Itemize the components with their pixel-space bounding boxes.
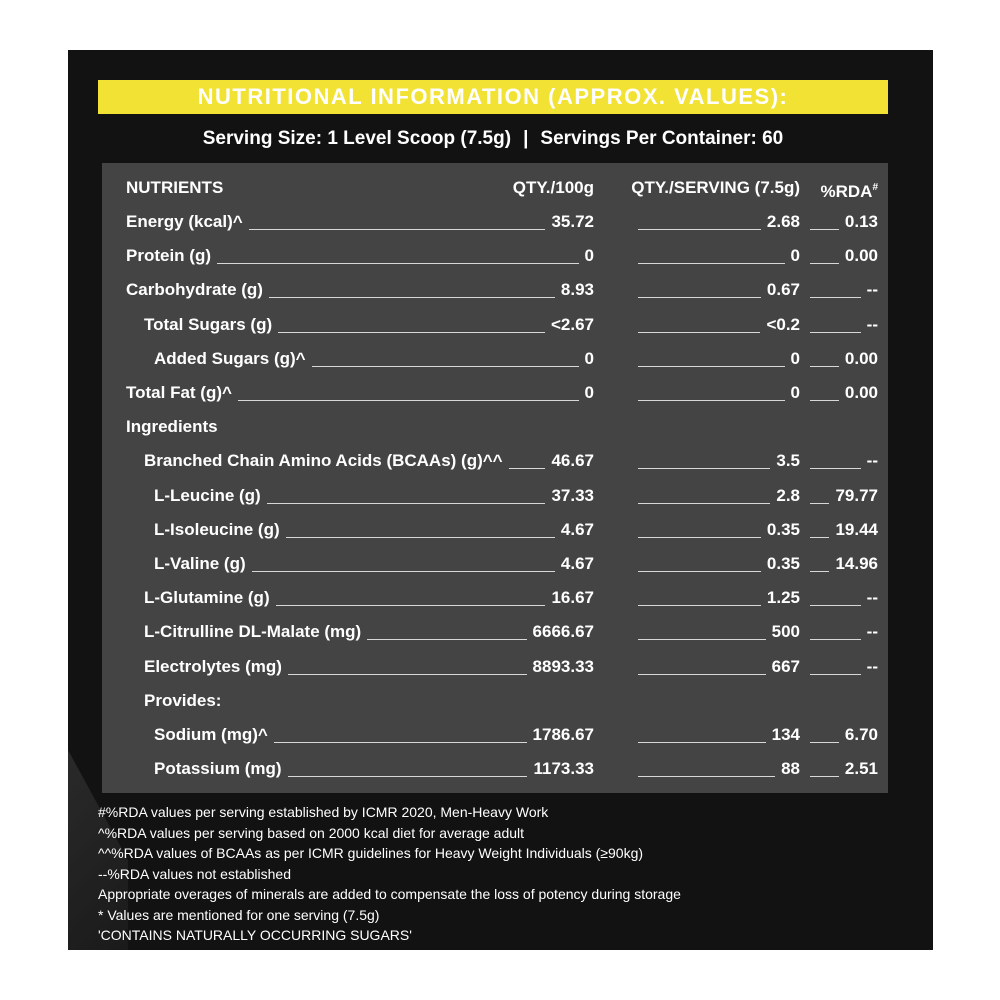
cell-qty-100g: 46.67 bbox=[551, 451, 594, 471]
cell-qty-serving: 500 bbox=[771, 622, 800, 642]
cell-qty-serving: 0.35 bbox=[766, 554, 800, 573]
table-row bbox=[102, 615, 888, 649]
cell-rda: -- bbox=[866, 314, 878, 334]
footnote: Appropriate overages of minerals are added to compensate the loss of potency during storage bbox=[98, 886, 681, 902]
footnotes bbox=[98, 802, 918, 946]
footnote: #%RDA values per serving established by ICMR 2020, Men-Heavy Work bbox=[98, 804, 549, 820]
leader-line-rda bbox=[810, 639, 861, 640]
leader-line-qty-100g bbox=[312, 366, 579, 367]
cell-qty-100g: 8893.33 bbox=[532, 656, 594, 676]
leader-line-qty-100g bbox=[238, 400, 579, 401]
table-row bbox=[102, 479, 888, 513]
leader-line-rda bbox=[810, 297, 861, 298]
cell-rda: 19.44 bbox=[835, 519, 878, 539]
cell-rda: -- bbox=[866, 656, 878, 676]
nutrient-name: L-Citrulline DL-Malate (mg) bbox=[144, 622, 362, 642]
header-qty-serving: QTY./SERVING (7.5g) bbox=[631, 178, 800, 197]
cell-rda: -- bbox=[866, 588, 878, 608]
cell-rda: 79.77 bbox=[835, 485, 878, 505]
cell-qty-100g: 0 bbox=[584, 348, 594, 368]
nutrient-name: L-Glutamine (g) bbox=[144, 588, 270, 608]
nutrient-name: Protein (g) bbox=[126, 246, 211, 266]
header-nutrients: NUTRIENTS bbox=[126, 178, 224, 197]
cell-rda: 14.96 bbox=[835, 554, 878, 573]
leader-line-rda bbox=[810, 468, 861, 469]
nutrient-name: Potassium (mg) bbox=[154, 759, 282, 779]
header-rda-label: %RDA bbox=[820, 181, 873, 201]
leader-line-qty-100g bbox=[509, 468, 545, 469]
cell-qty-serving: 667 bbox=[771, 656, 800, 676]
leader-line-qty-serving bbox=[638, 605, 761, 606]
cell-qty-100g: 35.72 bbox=[551, 212, 594, 231]
footnote: --%RDA values not established bbox=[98, 865, 291, 882]
leader-line-qty-100g bbox=[286, 537, 555, 538]
leader-line-rda bbox=[810, 503, 829, 504]
serving-size: Serving Size: 1 Level Scoop (7.5g) bbox=[202, 128, 512, 149]
leader-line-qty-100g bbox=[274, 742, 527, 743]
cell-rda bbox=[798, 684, 878, 718]
leader-line-qty-100g bbox=[278, 332, 545, 333]
leader-line-rda bbox=[810, 742, 839, 743]
leader-line-rda bbox=[810, 332, 861, 333]
cell-qty-serving: 0.67 bbox=[766, 280, 800, 300]
cell-qty-serving bbox=[700, 410, 800, 444]
leader-line-qty-100g bbox=[252, 571, 555, 572]
cell-qty-serving: 3.5 bbox=[776, 451, 800, 471]
cell-qty-100g bbox=[514, 410, 594, 444]
leader-line-rda bbox=[810, 366, 839, 367]
footnote: 'CONTAINS NATURALLY OCCURRING SUGARS' bbox=[98, 927, 412, 943]
nutrient-name: Branched Chain Amino Acids (BCAAs) (g)^^ bbox=[144, 451, 503, 471]
table-row bbox=[102, 308, 888, 342]
leader-line-rda bbox=[810, 537, 829, 538]
table-row bbox=[102, 581, 888, 615]
footnote: * Values are mentioned for one serving (7.5g) bbox=[98, 906, 380, 923]
cell-qty-100g: 37.33 bbox=[551, 485, 594, 505]
serving-info bbox=[98, 124, 888, 154]
table-row bbox=[102, 376, 888, 410]
table-row bbox=[102, 513, 888, 547]
leader-line-qty-serving bbox=[638, 537, 761, 538]
leader-line-qty-serving bbox=[638, 297, 761, 298]
cell-qty-serving: 1.25 bbox=[766, 588, 800, 608]
table-row bbox=[102, 273, 888, 307]
cell-qty-100g: <2.67 bbox=[550, 314, 594, 334]
leader-line-qty-serving bbox=[638, 263, 785, 264]
nutrient-name: Sodium (mg)^ bbox=[154, 725, 268, 744]
cell-qty-serving bbox=[700, 684, 800, 718]
cell-qty-serving: 0 bbox=[790, 348, 800, 368]
serving-separator: | bbox=[523, 128, 529, 149]
cell-qty-100g: 1786.67 bbox=[532, 725, 594, 744]
nutrient-name: Energy (kcal)^ bbox=[126, 212, 243, 231]
table-row bbox=[102, 547, 888, 581]
nutrient-name: Electrolytes (mg) bbox=[144, 656, 282, 676]
nutrient-name: Ingredients bbox=[126, 417, 218, 437]
nutrient-table bbox=[102, 163, 888, 793]
cell-qty-100g: 1173.33 bbox=[533, 759, 594, 779]
nutrient-name: Carbohydrate (g) bbox=[126, 280, 263, 300]
leader-line-qty-serving bbox=[638, 468, 770, 469]
cell-qty-100g: 8.93 bbox=[560, 280, 594, 300]
leader-line-qty-100g bbox=[217, 263, 579, 264]
servings-per-container: Servings Per Container: 60 bbox=[540, 128, 784, 149]
leader-line-qty-serving bbox=[638, 776, 775, 777]
leader-line-rda bbox=[810, 571, 829, 572]
cell-rda: 2.51 bbox=[844, 759, 878, 779]
table-row bbox=[102, 410, 888, 444]
table-header bbox=[102, 171, 888, 205]
cell-qty-serving: 88 bbox=[781, 759, 800, 779]
cell-qty-serving: 2.8 bbox=[776, 485, 800, 505]
nutrient-name: Added Sugars (g)^ bbox=[154, 348, 306, 368]
nutrient-name: L-Valine (g) bbox=[154, 554, 246, 573]
table-row bbox=[102, 684, 888, 718]
leader-line-rda bbox=[810, 263, 839, 264]
leader-line-qty-100g bbox=[269, 297, 555, 298]
header-qty-100g: QTY./100g bbox=[512, 178, 594, 197]
cell-rda: 0.00 bbox=[844, 383, 878, 402]
leader-line-qty-serving bbox=[638, 229, 761, 230]
leader-line-rda bbox=[810, 229, 839, 230]
table-row bbox=[102, 444, 888, 478]
cell-qty-serving: 134 bbox=[771, 725, 800, 744]
cell-qty-100g: 4.67 bbox=[560, 519, 594, 539]
leader-line-qty-100g bbox=[249, 229, 545, 230]
leader-line-qty-serving bbox=[638, 639, 766, 640]
leader-line-qty-100g bbox=[288, 776, 527, 777]
cell-rda: -- bbox=[866, 451, 878, 471]
cell-qty-serving: 0.35 bbox=[766, 519, 800, 539]
leader-line-rda bbox=[810, 674, 861, 675]
footnote: ^^%RDA values of BCAAs as per ICMR guidelines for Heavy Weight Individuals (≥90kg) bbox=[98, 845, 644, 861]
cell-qty-100g: 0 bbox=[584, 383, 594, 402]
leader-line-qty-100g bbox=[276, 605, 545, 606]
table-row bbox=[102, 718, 888, 752]
footnote: ^%RDA values per serving based on 2000 kcal diet for average adult bbox=[98, 824, 525, 841]
leader-line-qty-serving bbox=[638, 332, 760, 333]
leader-line-rda bbox=[810, 776, 839, 777]
table-row bbox=[102, 342, 888, 376]
cell-qty-100g: 16.67 bbox=[551, 588, 594, 608]
leader-line-qty-100g bbox=[288, 674, 527, 675]
panel-title: NUTRITIONAL INFORMATION (APPROX. VALUES): bbox=[197, 84, 789, 109]
nutrient-name: L-Isoleucine (g) bbox=[154, 519, 280, 539]
nutrition-panel bbox=[68, 50, 933, 950]
cell-qty-100g: 6666.67 bbox=[532, 622, 594, 642]
nutrient-name: Provides: bbox=[144, 690, 222, 710]
cell-rda: -- bbox=[866, 622, 878, 642]
cell-qty-100g: 4.67 bbox=[560, 554, 594, 573]
leader-line-qty-100g bbox=[267, 503, 545, 504]
nutrient-name: Total Sugars (g) bbox=[144, 314, 273, 334]
cell-rda: 0.13 bbox=[844, 212, 878, 231]
table-row bbox=[102, 239, 888, 273]
leader-line-rda bbox=[810, 605, 861, 606]
cell-qty-serving: 0 bbox=[790, 246, 800, 266]
cell-qty-serving: <0.2 bbox=[766, 314, 800, 334]
cell-rda bbox=[798, 410, 878, 444]
leader-line-qty-100g bbox=[367, 639, 527, 640]
leader-line-qty-serving bbox=[638, 571, 761, 572]
header-rda bbox=[808, 171, 878, 205]
header-rda-mark: # bbox=[872, 182, 878, 193]
leader-line-qty-serving bbox=[638, 742, 766, 743]
leader-line-qty-serving bbox=[638, 366, 785, 367]
cell-rda: 0.00 bbox=[844, 348, 878, 368]
cell-rda: -- bbox=[866, 280, 878, 300]
cell-qty-serving: 2.68 bbox=[766, 212, 800, 231]
nutrient-name: L-Leucine (g) bbox=[154, 485, 261, 505]
table-row bbox=[102, 650, 888, 684]
cell-qty-100g: 0 bbox=[584, 246, 594, 266]
leader-line-qty-serving bbox=[638, 674, 766, 675]
leader-line-qty-serving bbox=[638, 400, 785, 401]
nutrient-name: Total Fat (g)^ bbox=[126, 383, 232, 402]
cell-qty-100g bbox=[514, 684, 594, 718]
table-row bbox=[102, 205, 888, 239]
cell-rda: 0.00 bbox=[844, 246, 878, 266]
leader-line-qty-serving bbox=[638, 503, 770, 504]
cell-qty-serving: 0 bbox=[790, 383, 800, 402]
leader-line-rda bbox=[810, 400, 839, 401]
cell-rda: 6.70 bbox=[844, 725, 878, 744]
table-row bbox=[102, 752, 888, 786]
